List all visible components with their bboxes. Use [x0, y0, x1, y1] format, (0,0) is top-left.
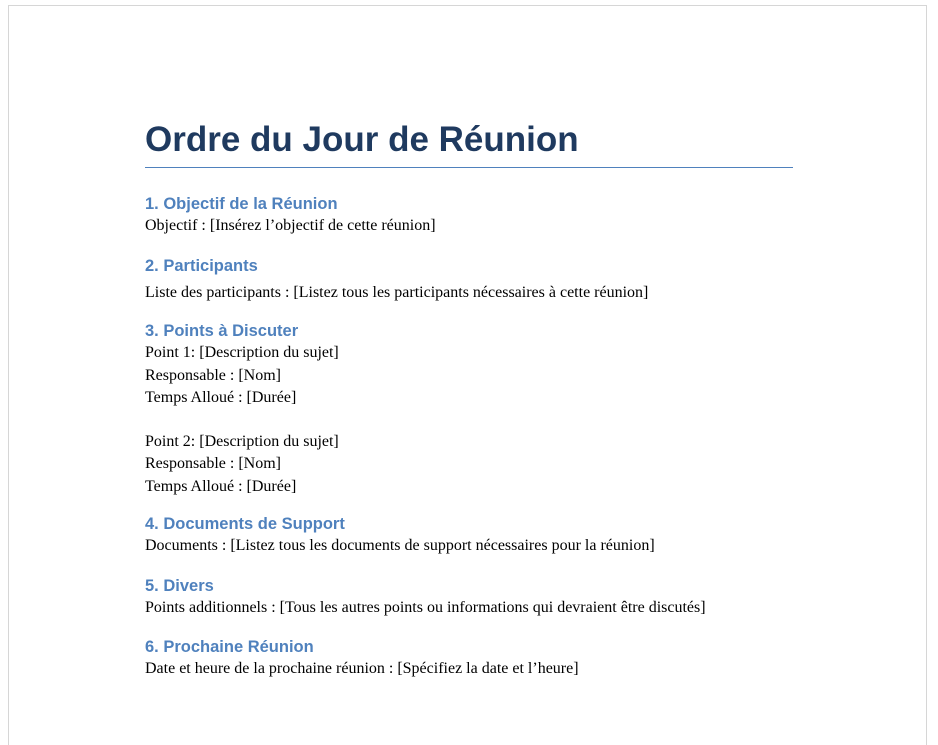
- section-heading: 3. Points à Discuter: [145, 322, 299, 340]
- point-item: [145, 342, 793, 410]
- document-title: Ordre du Jour de Réunion: [145, 120, 793, 168]
- section-heading: 5. Divers: [145, 576, 214, 595]
- prochaine-reunion-text: Date et heure de la prochaine réunion : [Spécifiez la date et l’heure]: [145, 660, 579, 677]
- section-prochaine-reunion: [145, 636, 793, 681]
- point-description: Point 1: [Description du sujet]: [145, 344, 339, 361]
- section-heading: 4. Documents de Support: [145, 515, 345, 533]
- documents-text: Documents : [Listez tous les documents de support nécessaires pour la réunion]: [145, 537, 655, 554]
- section-participants: [145, 255, 793, 305]
- section-points: [145, 320, 793, 498]
- section-heading: 1. Objectif de la Réunion: [145, 195, 338, 213]
- point-temps: Temps Alloué : [Durée]: [145, 389, 297, 406]
- point-temps: Temps Alloué : [Durée]: [145, 477, 297, 495]
- point-responsable: Responsable : [Nom]: [145, 366, 281, 384]
- section-heading: 6. Prochaine Réunion: [145, 638, 314, 656]
- divers-text: Points additionnels : [Tous les autres points ou informations qui devraient être discutés]: [145, 598, 706, 616]
- point-responsable: Responsable : [Nom]: [145, 455, 281, 472]
- section-objectif: [145, 193, 793, 238]
- section-documents: [145, 513, 793, 558]
- point-description: Point 2: [Description du sujet]: [145, 432, 339, 450]
- section-heading: 2. Participants: [145, 256, 258, 275]
- document-content: [145, 120, 793, 681]
- document-page: [8, 5, 927, 745]
- objectif-text: Objectif : [Insérez l’objectif de cette réunion]: [145, 217, 436, 234]
- point-item: [145, 431, 793, 499]
- paragraph-spacer: [145, 410, 793, 431]
- section-divers: [145, 575, 793, 620]
- participants-text: Liste des participants : [Listez tous les participants nécessaires à cette réunion]: [145, 283, 649, 301]
